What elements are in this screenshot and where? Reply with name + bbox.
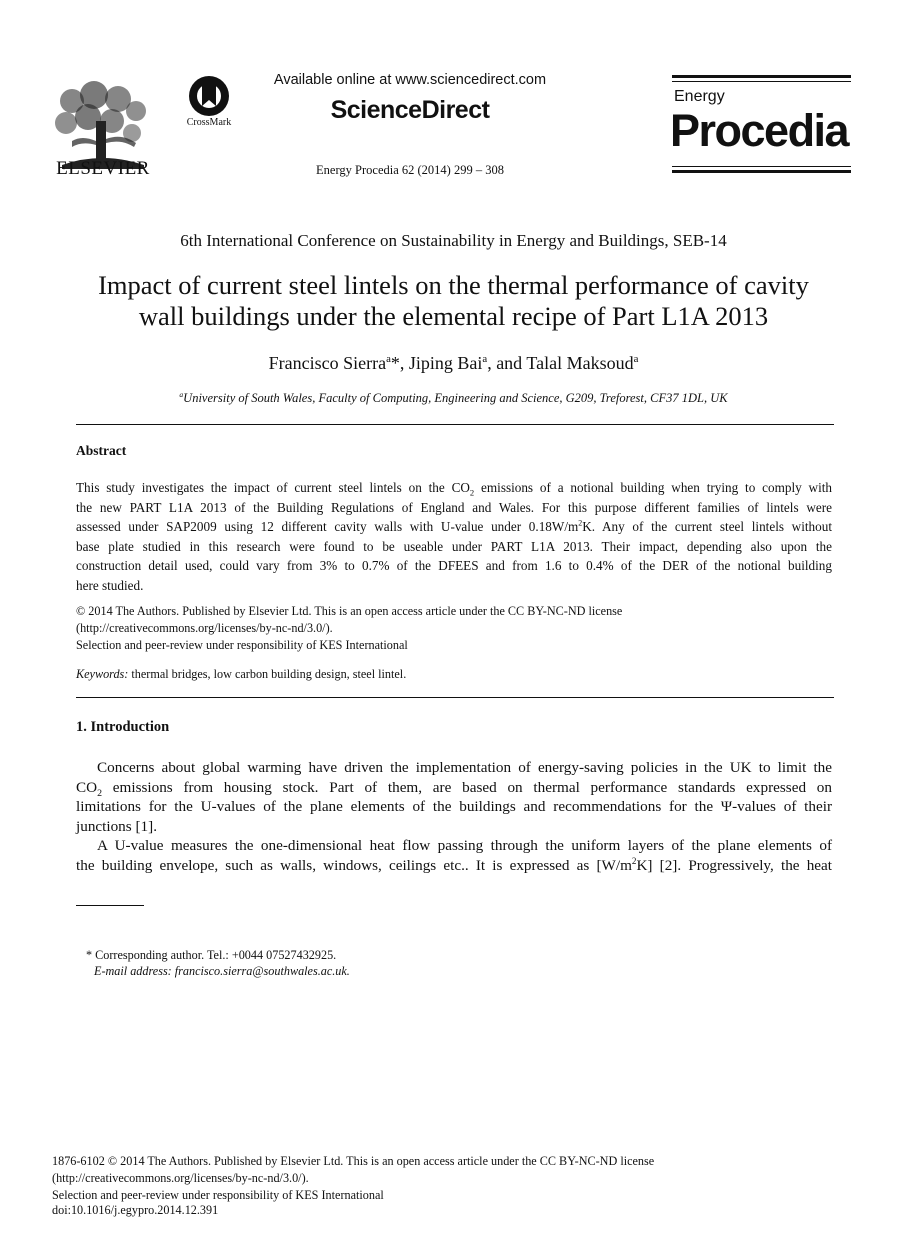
abstract-line: This study investigates the impact of current steel lintels on the $CO_2$ emissions of a notional building when trying to comply with [76,480,832,498]
license-link[interactable]: http://creativecommons.org/licenses/by-nc-nd/3.0/ [80,621,326,635]
divider [76,697,834,698]
abstract-heading: Abstract [76,443,127,458]
copyright-notice: © 2014 The Authors. Published by Elsevier Ltd. This is an open access article under the CC BY-NC-ND license [76,604,623,618]
journal-logo-rule [672,75,851,78]
peer-review-notice: Selection and peer-review under responsibility of KES International [76,638,408,652]
journal-logo-rule [672,170,851,173]
journal-logo-rule [672,81,851,82]
affiliation-text: University of South Wales, Faculty of Computing, Engineering and Science, G209, Treforest, CF37 1DL, UK [183,391,728,405]
author-name: Francisco Sierra [268,353,387,373]
body-line: Concerns about global warming have driven the implementation of energy-saving policies in the UK to limit the [97,759,832,776]
footer-license-link[interactable]: http://creativecommons.org/licenses/by-nc-nd/3.0/ [56,1171,302,1185]
corresponding-author: * Corresponding author. Tel.: +0044 07527432925. [86,948,337,962]
footnote-rule [76,905,144,906]
email-address[interactable]: francisco.sierra@southwales.ac.uk. [171,964,350,978]
body-line: A U-value measures the one-dimensional heat flow passing through the uniform layers of the plane elements of [97,837,832,854]
journal-reference: Energy Procedia 62 (2014) 299 – 308 [316,163,504,177]
affiliation-mark: a [386,353,391,365]
paper-title-line: Impact of current steel lintels on the thermal performance of cavity [98,270,809,300]
author-list [60,353,847,374]
conference-name: 6th International Conference on Sustainability in Energy and Buildings, SEB-14 [180,231,727,250]
corresponding-mark: * [390,353,400,373]
keywords [76,666,406,683]
email-label: E-mail address: [94,964,172,978]
footer-license-line: (http://creativecommons.org/licenses/by-nc-nd/3.0/). [52,1171,309,1185]
available-online-text: Available online at www.sciencedirect.com [273,72,547,88]
affiliation [60,391,847,406]
email-line [94,963,350,979]
journal-logo-procedia: Procedia [670,105,849,156]
abstract-line: construction detail used, could vary from 3% to 0.7% of the DFEES and from 1.6 to 0.4% of the DER of the notional building [76,558,832,573]
author-name: Jiping Bai [408,353,483,373]
crossmark-label: CrossMark [186,117,232,128]
license-line: (http://creativecommons.org/licenses/by-nc-nd/3.0/). [76,621,333,635]
author-separator: , and [487,353,527,373]
abstract-line: base plate studied in this research were found to be useable under PART L1A 2013. Their impact, depending also upon the [76,538,832,554]
body-line: the building envelope, such as walls, windows, ceilings etc.. It is expressed as $[W/m^2K]$ [2]. Progressively, the heat [76,855,832,874]
issn-copyright: 1876-6102 © 2014 The Authors. Published by Elsevier Ltd. This is an open access article under the CC BY-NC-ND license [52,1154,655,1168]
sciencedirect-logo[interactable]: ScienceDirect [330,96,490,124]
affiliation-mark: a [633,353,639,365]
section-heading: 1. Introduction [76,719,170,735]
body-line: junctions [1]. [76,817,157,835]
affiliation-mark: a [179,389,184,399]
abstract-line: assessed under SAP2009 using 12 different cavity walls with U-value under $0.18W/m^2K$. Any of the current steel lintels without [76,518,832,534]
abstract-line: here studied. [76,577,144,593]
paper-title [60,270,847,332]
footer-peer-review: Selection and peer-review under responsibility of KES International [52,1188,384,1202]
keywords-label: Keywords: [76,667,129,681]
journal-logo-energy: Energy [674,88,725,105]
author-separator: , [399,353,409,373]
abstract-line: the new PART L1A 2013 of the Building Regulations of England and Wales. For this purpose different families of lintels were [76,499,832,515]
divider [76,424,834,425]
keywords-text: thermal bridges, low carbon building design, steel lintel. [128,667,407,681]
journal-logo-rule [672,166,851,167]
elsevier-wordmark: ELSEVIER [56,158,150,179]
body-line: $CO_2$ emissions from housing stock. Part of them, are based on thermal performance standards expressed on [76,778,832,799]
doi[interactable]: doi:10.1016/j.egypro.2014.12.391 [52,1203,219,1217]
author-name: Talal Maksoud [526,353,634,373]
affiliation-mark: a [482,353,488,365]
body-line: limitations for the U-values of the plane elements of the buildings and recommendations for the Ψ-values of their [76,798,832,815]
paper-title-line: wall buildings under the elemental recipe of Part L1A 2013 [138,301,769,331]
